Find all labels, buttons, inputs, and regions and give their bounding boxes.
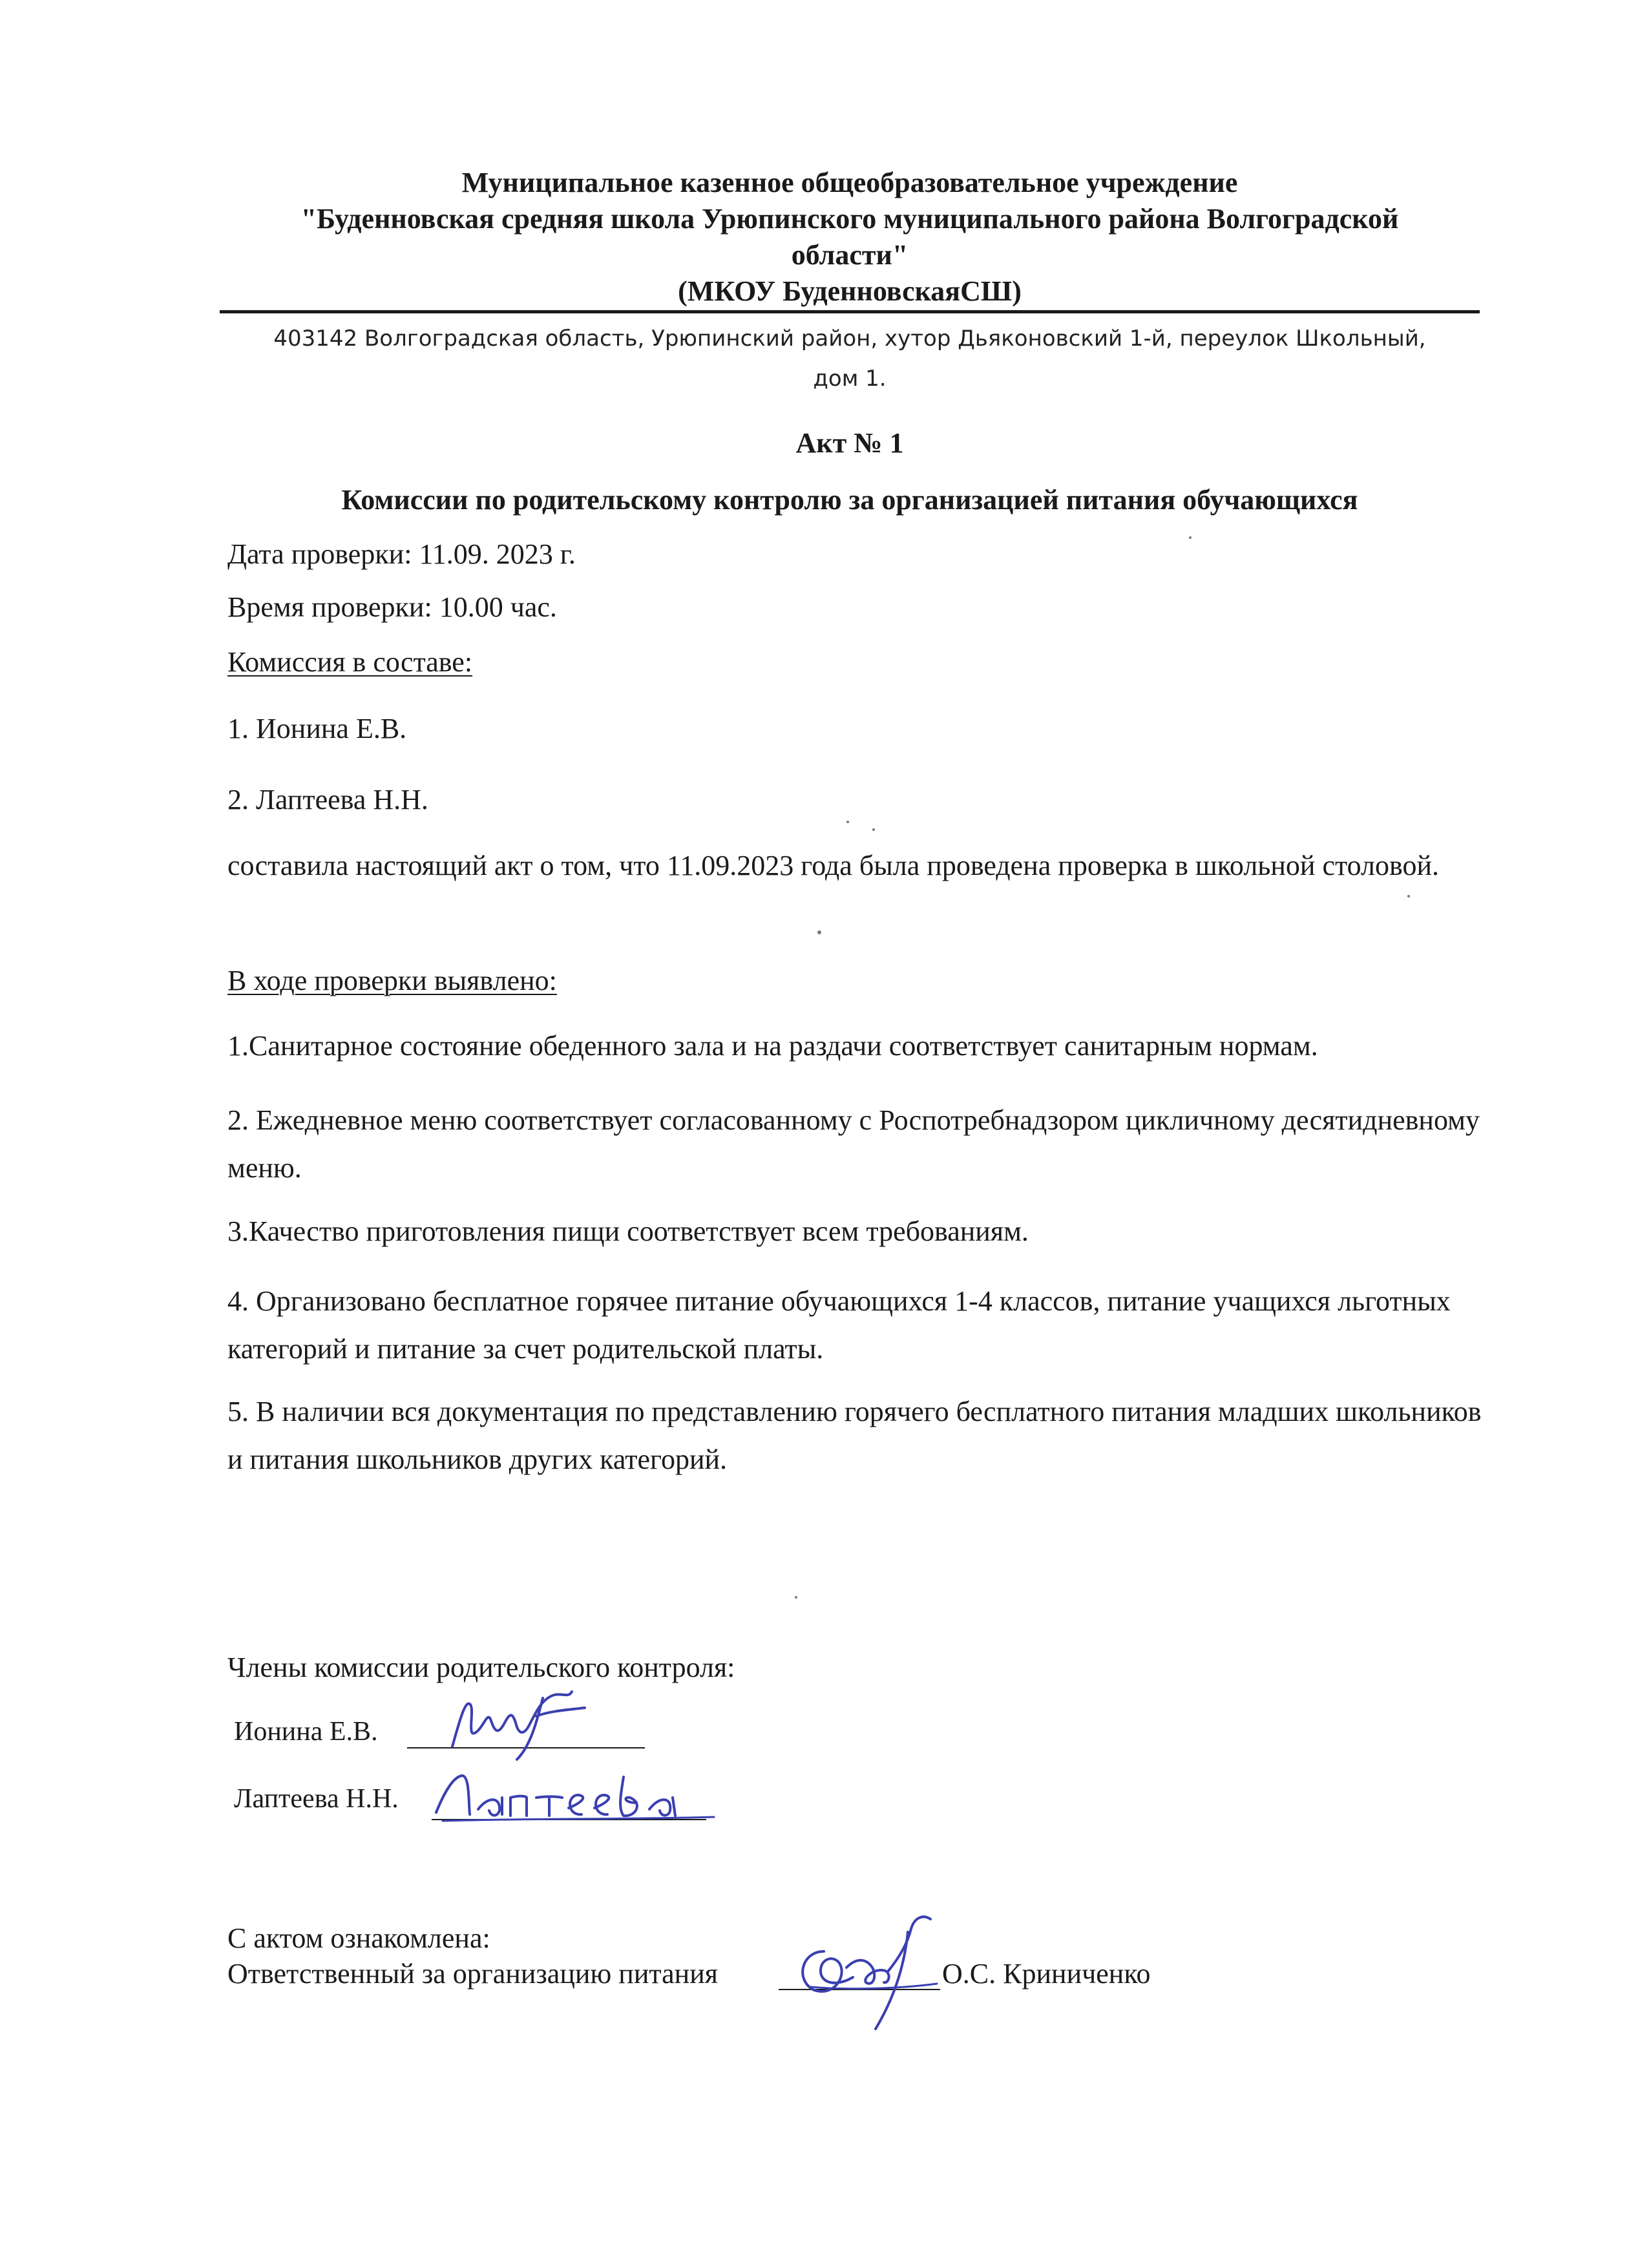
address-line-2: дом 1. — [813, 366, 887, 392]
scan-speck — [817, 930, 821, 934]
finding-item: 3.Качество приготовления пищи соответствует всем требованиям. — [227, 1215, 1029, 1247]
commission-member-1: 1. Ионина Е.В. — [227, 713, 407, 744]
scan-speck — [1407, 895, 1410, 898]
scan-speck — [795, 1596, 797, 1599]
signature-krinichenko — [775, 1906, 950, 2035]
header-divider — [220, 310, 1480, 313]
signer-2-name: Лаптеева Н.Н. — [234, 1784, 399, 1814]
address-line-1: 403142 Волгоградская область, Урюпинский район, хутор Дьяконовский 1-й, переулок Школьный, — [273, 326, 1426, 352]
commission-label: Комиссия в составе: — [227, 646, 473, 678]
commission-member-2: 2. Лаптеева Н.Н. — [227, 784, 428, 815]
address-block — [220, 319, 1480, 399]
act-subtitle: Комиссии по родительскому контролю за организацией питания обучающихся — [341, 484, 1358, 516]
scan-speck — [872, 828, 875, 831]
scan-speck — [846, 821, 849, 823]
responsible-name: О.С. Криниченко — [942, 1958, 1151, 1990]
organization-header — [220, 165, 1480, 310]
header-line-1: Муниципальное казенное общеобразовательное учреждение — [461, 167, 1238, 198]
responsible-label: Ответственный за организацию питания — [227, 1958, 718, 1990]
finding-item: 1.Санитарное состояние обеденного зала и на раздачи соответствует санитарным нормам. — [227, 1030, 1318, 1062]
header-line-3: области" — [791, 239, 909, 271]
inspection-time: Время проверки: 10.00 час. — [227, 591, 557, 623]
signature-lapteeva — [430, 1758, 727, 1829]
members-label: Члены комиссии родительского контроля: — [227, 1652, 735, 1683]
findings-label: В ходе проверки выявлено: — [227, 965, 557, 996]
header-line-4: (МКОУ БуденновскаяСШ) — [678, 275, 1022, 307]
finding-item: 2. Ежедневное меню соответствует согласованному с Роспотребнадзором цикличному десятидневному меню. — [227, 1104, 1480, 1184]
finding-item: 4. Организовано бесплатное горячее питание обучающихся 1-4 классов, питание учащихся льготных категорий и питание за счет родительской платы. — [227, 1285, 1451, 1365]
header-line-2: "Буденновская средняя школа Урюпинского муниципального района Волгоградской — [300, 203, 1399, 235]
finding-item: 5. В наличии вся документация по представлению горячего бесплатного питания младших школьников и питания школьников других категорий. — [227, 1396, 1482, 1475]
acknowledged-label: С актом ознакомлена: — [227, 1922, 490, 1954]
act-title: Акт № 1 — [795, 427, 904, 459]
act-statement: составила настоящий акт о том, что 11.09.2023 года была проведена проверка в школьной столовой. — [227, 850, 1440, 881]
scan-speck — [1189, 536, 1192, 539]
inspection-date: Дата проверки: 11.09. 2023 г. — [227, 538, 576, 570]
signer-1-name: Ионина Е.В. — [234, 1717, 378, 1747]
signature-ionina — [439, 1685, 594, 1763]
